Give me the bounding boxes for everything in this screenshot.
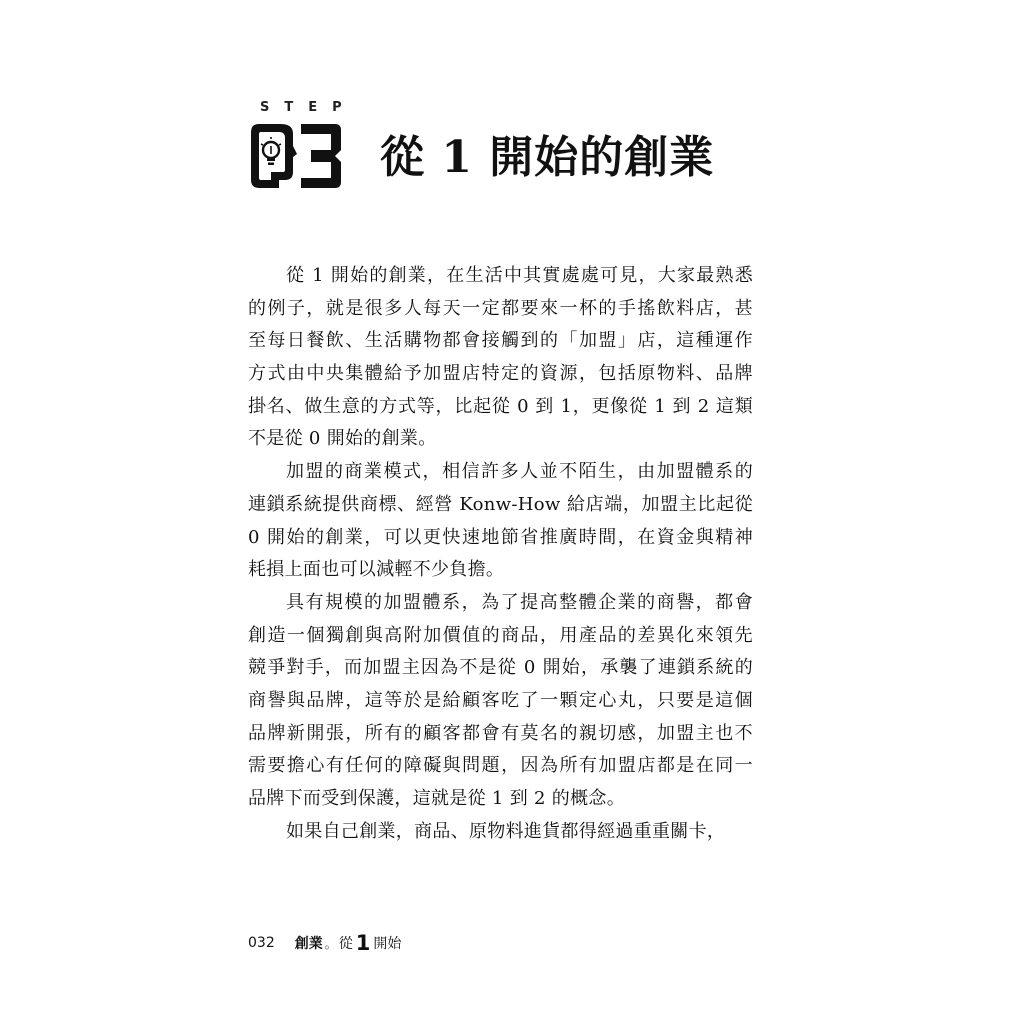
text-line: 的例子，就是很多人每天一定都要來一杯的手搖飲料店，甚 [248,297,753,319]
text-line: 耗損上面也可以減輕不少負擔。 [248,559,505,581]
text-line: 掛名、做生意的方式等，比起從 0 到 1，更像從 1 到 2 這類 [248,395,753,417]
text-line: 創造一個獨創與高附加價值的商品，用產品的差異化來領先 [248,624,753,646]
text-line: 方式由中央集體給予加盟店特定的資源，包括原物料、品牌 [248,363,753,385]
running-head-from: 從 [338,936,353,952]
step-number-badge [247,122,343,190]
text-line: 至每日餐飲、生活購物都會接觸到的「加盟」店，這種運作 [248,330,753,352]
text-line: 品牌新開張，所有的顧客都會有莫名的親切感，加盟主也不 [248,722,753,744]
text-line: 0 開始的創業，可以更快速地節省推廣時間，在資金與精神 [248,526,753,548]
text-line: 加盟的商業模式，相信許多人並不陌生，由加盟體系的 [286,461,753,483]
running-head-start: 開始 [373,936,402,952]
chapter-title: 從 1 開始的創業 [380,132,715,183]
text-line: 如果自己創業，商品、原物料進貨都得經過重重關卡， [286,820,726,842]
body-text [248,260,753,848]
page-footer [248,931,401,955]
digit-three-shape [301,124,341,188]
running-head-separator: 。 [324,936,337,951]
text-line: 競爭對手，而加盟主因為不是從 0 開始，承襲了連鎖系統的 [248,657,753,679]
text-line: 連鎖系統提供商標、經營 Konw-How 給店端，加盟主比起從 [248,493,753,515]
text-line: 從 1 開始的創業，在生活中其實處處可見，大家最熟悉 [286,265,753,286]
step-label: STEP [260,100,357,115]
text-line: 需要擔心有任何的障礙與問題，因為所有加盟店都是在同一 [248,755,753,777]
running-head-one: 1 [355,931,371,955]
text-line: 不是從 0 開始的創業。 [248,428,437,450]
running-head-book-title: 創業 [294,936,323,952]
text-line: 商譽與品牌，這等於是給顧客吃了一顆定心丸，只要是這個 [248,689,753,711]
page-number: 032 [248,935,275,951]
text-line: 具有規模的加盟體系，為了提高整體企業的商譽，都會 [286,591,753,613]
text-line: 品牌下而受到保護，這就是從 1 到 2 的概念。 [248,788,625,809]
